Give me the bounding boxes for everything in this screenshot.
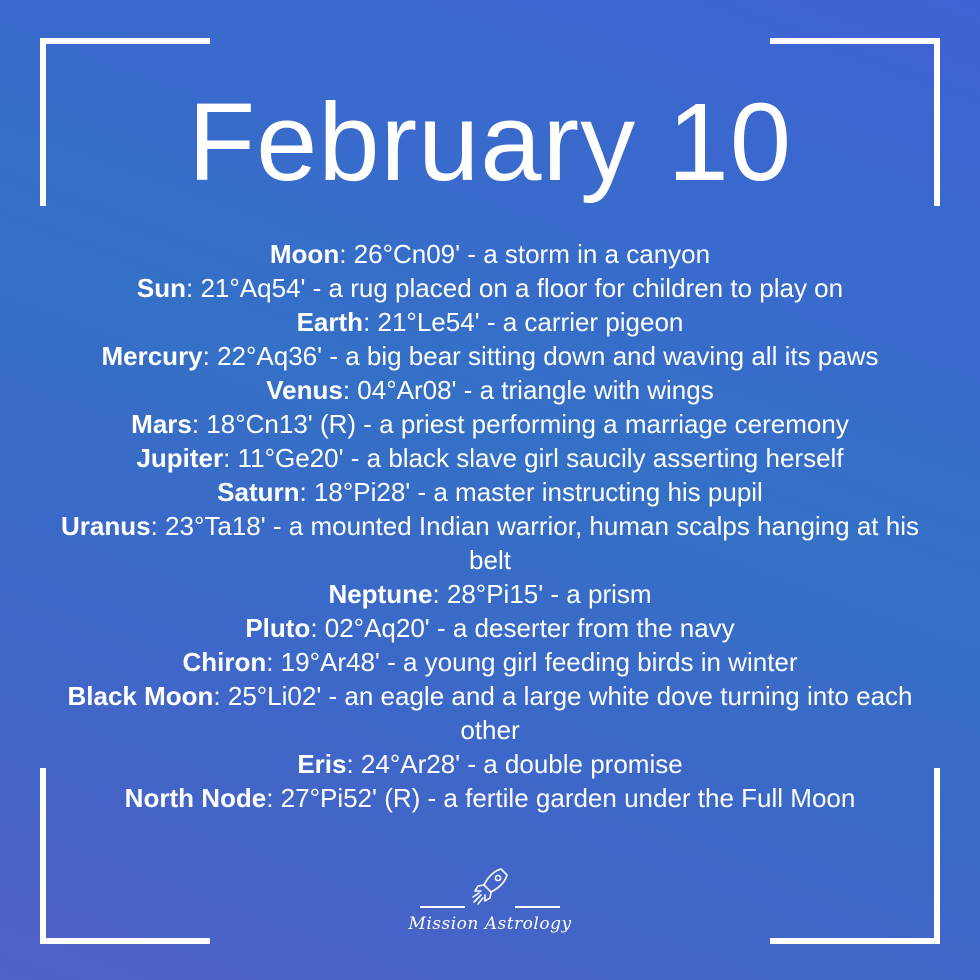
planet-name: Black Moon <box>67 681 214 711</box>
placement-row-black-moon <box>60 679 920 747</box>
placement-text: : 21°Aq54' - a rug placed on a floor for children to play on <box>186 273 844 303</box>
placement-text: : 18°Pi28' - a master instructing his pupil <box>299 477 763 507</box>
placement-text: : 27°Pi52' (R) - a fertile garden under the Full Moon <box>266 783 856 813</box>
placement-row-earth <box>60 305 920 339</box>
placement-text: : 24°Ar28' - a double promise <box>346 749 683 779</box>
placement-row-saturn <box>60 475 920 509</box>
planet-name: Chiron <box>182 647 267 677</box>
placement-row-uranus <box>60 509 920 577</box>
date-title: February 10 <box>187 81 793 204</box>
placement-row-north-node <box>60 781 920 815</box>
planet-name: Neptune <box>328 579 433 609</box>
planet-name: Pluto <box>245 613 311 643</box>
placement-text: : 04°Ar08' - a triangle with wings <box>342 375 714 405</box>
planet-name: Eris <box>297 749 347 779</box>
rocket-icon <box>470 866 510 910</box>
placement-row-eris <box>60 747 920 781</box>
placement-text: : 02°Aq20' - a deserter from the navy <box>310 613 735 643</box>
placement-list <box>60 237 920 815</box>
planet-name: Mars <box>131 409 192 439</box>
planet-name: Mercury <box>101 341 203 371</box>
placement-text: : 19°Ar48' - a young girl feeding birds in winter <box>266 647 798 677</box>
planet-name: Saturn <box>217 477 300 507</box>
placement-row-chiron <box>60 645 920 679</box>
placement-row-neptune <box>60 577 920 611</box>
placement-text: : 18°Cn13' (R) - a priest performing a marriage ceremony <box>191 409 849 439</box>
placement-row-sun <box>60 271 920 305</box>
placement-text: : 23°Ta18' - a mounted Indian warrior, human scalps hanging at his belt <box>150 511 919 575</box>
planet-name: Moon <box>269 239 340 269</box>
placement-text: : 28°Pi15' - a prism <box>432 579 652 609</box>
placement-text: : 11°Ge20' - a black slave girl saucily asserting herself <box>223 443 844 473</box>
placement-row-mars <box>60 407 920 441</box>
planet-name: Earth <box>296 307 364 337</box>
placement-text: : 22°Aq36' - a big bear sitting down and waving all its paws <box>202 341 879 371</box>
placement-text: : 26°Cn09' - a storm in a canyon <box>339 239 711 269</box>
placement-row-pluto <box>60 611 920 645</box>
placement-row-mercury <box>60 339 920 373</box>
logo-mark <box>415 866 565 910</box>
planet-name: Uranus <box>61 511 151 541</box>
placement-row-venus <box>60 373 920 407</box>
logo-divider-right <box>515 906 560 908</box>
planet-name: Jupiter <box>136 443 224 473</box>
logo-divider-left <box>420 906 465 908</box>
placement-row-jupiter <box>60 441 920 475</box>
placement-text: : 25°Li02' - an eagle and a large white dove turning into each other <box>213 681 913 745</box>
brand-name: Mission Astrology <box>408 914 572 934</box>
planet-name: North Node <box>124 783 267 813</box>
planet-name: Sun <box>136 273 186 303</box>
brand-logo <box>0 866 980 934</box>
placement-row-moon <box>60 237 920 271</box>
placement-text: : 21°Le54' - a carrier pigeon <box>363 307 684 337</box>
planet-name: Venus <box>266 375 343 405</box>
